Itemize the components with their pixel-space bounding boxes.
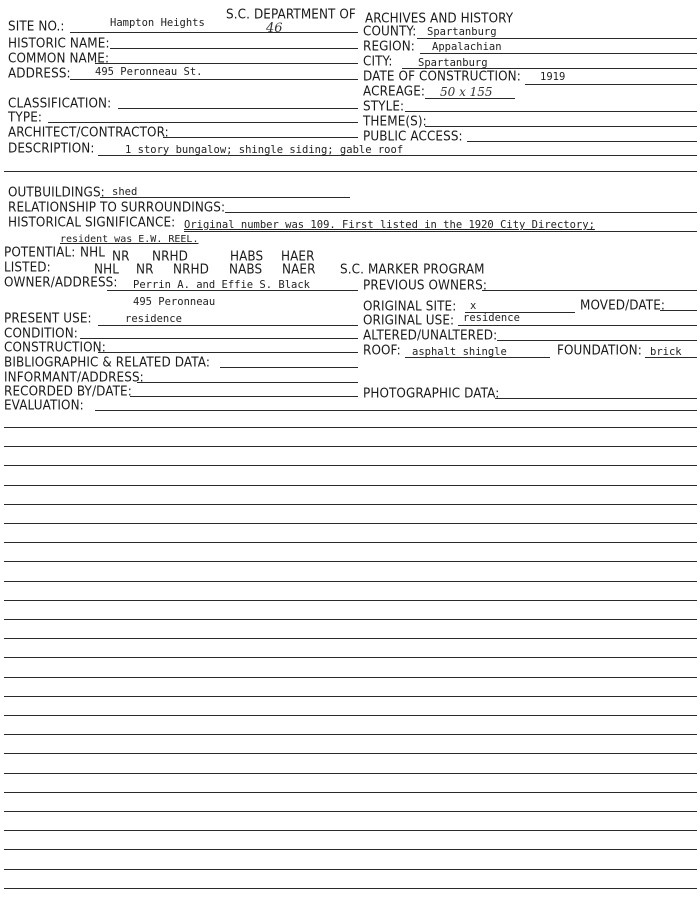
historic-name-label: HISTORIC NAME: <box>8 35 110 51</box>
potential-label: POTENTIAL: <box>4 244 76 260</box>
site-no-value: Hampton Heights <box>110 17 205 29</box>
ruled-line <box>4 657 697 658</box>
historical-significance-label: HISTORICAL SIGNIFICANCE: <box>8 214 176 230</box>
listed-nhl[interactable]: NHL <box>94 261 119 277</box>
region-value: Appalachian <box>432 41 502 53</box>
listed-naer[interactable]: NAER <box>282 261 316 277</box>
ruled-line <box>4 427 697 428</box>
informant-label: INFORMANT/ADDRESS: <box>4 369 144 385</box>
marker-program-label: S.C. MARKER PROGRAM <box>340 261 485 277</box>
roof-label: ROOF: <box>363 342 401 358</box>
ruled-line <box>4 465 697 466</box>
ruled-line <box>4 677 697 678</box>
acreage-label: ACREAGE: <box>363 83 426 99</box>
ruled-line <box>4 696 697 697</box>
listed-nabs[interactable]: NABS <box>229 261 263 277</box>
themes-label: THEME(S): <box>363 113 427 129</box>
city-label: CITY: <box>363 53 393 69</box>
listed-label: LISTED: <box>4 259 51 275</box>
ruled-line <box>4 504 697 505</box>
ruled-line <box>4 715 697 716</box>
ruled-line <box>4 600 697 601</box>
ruled-line <box>4 888 697 889</box>
ruled-line <box>4 446 697 447</box>
description-value: 1 story bungalow; shingle siding; gable roof <box>125 144 404 156</box>
ruled-line <box>4 523 697 524</box>
listed-nr[interactable]: NR <box>136 261 154 277</box>
historical-significance-line1: Original number was 109. First listed in the 1920 City Directory; <box>184 219 595 231</box>
photographic-label: PHOTOGRAPHIC DATA: <box>363 385 500 401</box>
ruled-line <box>4 753 697 754</box>
present-use-value: residence <box>125 313 182 325</box>
ruled-line <box>4 638 697 639</box>
recorded-by-label: RECORDED BY/DATE: <box>4 383 132 399</box>
potential-nhl[interactable]: NHL <box>80 244 105 260</box>
style-label: STYLE: <box>363 98 405 114</box>
ruled-line <box>4 619 697 620</box>
owner-address-label: OWNER/ADDRESS: <box>4 274 118 290</box>
ruled-line <box>4 542 697 543</box>
construction-label: CONSTRUCTION: <box>4 339 106 355</box>
site-no-label: SITE NO.: <box>8 18 65 34</box>
form-title-archives: ARCHIVES AND HISTORY <box>365 10 514 26</box>
foundation-value: brick <box>650 346 682 358</box>
original-site-value: x <box>470 300 477 312</box>
historical-significance-line2: resident was E.W. REEL. <box>60 234 199 245</box>
altered-label: ALTERED/UNALTERED: <box>363 327 498 343</box>
foundation-label: FOUNDATION: <box>557 342 642 358</box>
classification-label: CLASSIFICATION: <box>8 95 112 111</box>
ruled-line <box>4 792 697 793</box>
ruled-line <box>4 811 697 812</box>
condition-label: CONDITION: <box>4 325 78 341</box>
ruled-line <box>4 561 697 562</box>
ruled-line <box>4 849 697 850</box>
potential-nr[interactable]: NR <box>112 248 130 264</box>
present-use-label: PRESENT USE: <box>4 310 92 326</box>
original-site-label: ORIGINAL SITE: <box>363 298 457 314</box>
potential-habs[interactable]: HABS <box>230 248 264 264</box>
owner-address-line1: Perrin A. and Effie S. Black <box>133 279 311 291</box>
listed-nrhd[interactable]: NRHD <box>173 261 209 277</box>
outbuildings-label: OUTBUILDINGS: <box>8 184 105 200</box>
previous-owners-label: PREVIOUS OWNERS: <box>363 277 488 293</box>
page-number: 46 <box>266 21 283 36</box>
ruled-line <box>4 581 697 582</box>
common-name-label: COMMON NAME: <box>8 50 110 66</box>
city-value: Spartanburg <box>418 57 488 69</box>
outbuildings-value: shed <box>112 186 138 198</box>
form-title-department: S.C. DEPARTMENT OF <box>226 6 356 22</box>
ruled-line <box>4 773 697 774</box>
original-use-label: ORIGINAL USE: <box>363 312 455 328</box>
type-label: TYPE: <box>8 109 43 125</box>
acreage-value: 50 x 155 <box>440 85 493 99</box>
relationship-label: RELATIONSHIP TO SURROUNDINGS: <box>8 199 226 215</box>
roof-value: asphalt shingle <box>412 346 507 358</box>
region-label: REGION: <box>363 38 415 54</box>
address-value: 495 Peronneau St. <box>95 66 203 78</box>
description-label: DESCRIPTION: <box>8 140 95 156</box>
ruled-line <box>4 869 697 870</box>
ruled-line <box>4 734 697 735</box>
date-of-construction-label: DATE OF CONSTRUCTION: <box>363 68 521 84</box>
ruled-line <box>4 830 697 831</box>
original-use-value: residence <box>463 312 520 324</box>
date-of-construction-value: 1919 <box>540 71 566 83</box>
owner-address-line2: 495 Peronneau <box>133 296 216 308</box>
ruled-line <box>4 485 697 486</box>
bibliographic-label: BIBLIOGRAPHIC & RELATED DATA: <box>4 354 210 370</box>
architect-label: ARCHITECT/CONTRACTOR: <box>8 124 169 140</box>
potential-haer[interactable]: HAER <box>281 248 315 264</box>
county-value: Spartanburg <box>427 26 497 38</box>
evaluation-label: EVALUATION: <box>4 397 84 413</box>
potential-nrhd[interactable]: NRHD <box>152 248 188 264</box>
moved-date-label: MOVED/DATE: <box>580 297 666 313</box>
public-access-label: PUBLIC ACCESS: <box>363 128 463 144</box>
county-label: COUNTY: <box>363 23 417 39</box>
address-label: ADDRESS: <box>8 65 71 81</box>
